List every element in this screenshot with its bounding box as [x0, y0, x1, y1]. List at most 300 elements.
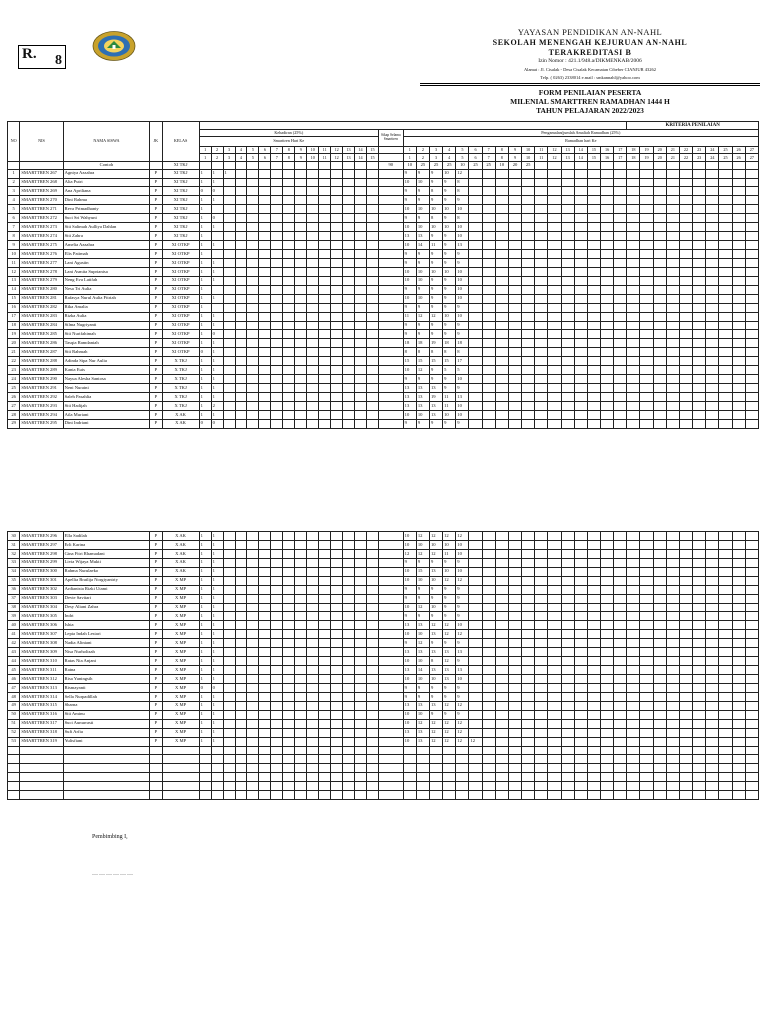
practice-cell	[614, 241, 627, 250]
attendance-cell	[271, 701, 283, 710]
practice-cell	[653, 701, 666, 710]
practice-cell	[601, 666, 614, 675]
attendance-cell	[235, 532, 247, 541]
practice-cell	[745, 549, 758, 558]
practice-cell: 9	[456, 594, 469, 603]
practice-cell	[614, 258, 627, 267]
empty-cell	[162, 755, 199, 764]
attendance-cell	[343, 169, 355, 178]
practice-cell: 9	[429, 330, 442, 339]
practice-cell: 10	[416, 710, 429, 719]
empty-cell	[20, 764, 63, 773]
practice-cell: 5	[456, 366, 469, 375]
practice-cell	[587, 285, 600, 294]
practice-cell	[508, 366, 521, 375]
attendance-cell	[307, 630, 319, 639]
practice-cell: 11	[443, 393, 456, 402]
practice-cell	[627, 648, 640, 657]
practice-cell	[482, 657, 495, 666]
student-class: XI OTKP	[162, 285, 199, 294]
student-name: Adinda Sipa Nur Aulia	[63, 357, 150, 366]
practice-cell	[601, 250, 614, 259]
practice-cell	[495, 549, 508, 558]
student-name: Silma Nugriyanti	[63, 321, 150, 330]
practice-cell: 14	[416, 666, 429, 675]
attendance-cell	[295, 657, 307, 666]
practice-cell	[522, 214, 535, 223]
day-number: 24	[706, 154, 719, 162]
attendance-cell	[331, 728, 343, 737]
empty-cell	[653, 755, 666, 764]
practice-cell	[745, 178, 758, 187]
example-attitude: 90	[378, 161, 403, 169]
practice-cell	[614, 178, 627, 187]
student-class: X MP	[162, 585, 199, 594]
practice-cell	[719, 169, 732, 178]
practice-cell	[640, 675, 653, 684]
table-row	[8, 196, 759, 205]
empty-cell	[653, 773, 666, 782]
practice-cell	[482, 612, 495, 621]
practice-cell: 9	[443, 375, 456, 384]
attendance-cell	[366, 639, 378, 648]
practice-cell	[601, 214, 614, 223]
practice-cell	[693, 576, 706, 585]
attitude-cell	[378, 594, 403, 603]
practice-cell	[574, 267, 587, 276]
practice-cell	[653, 303, 666, 312]
practice-cell	[587, 648, 600, 657]
attendance-cell	[235, 675, 247, 684]
empty-cell	[548, 782, 561, 791]
student-gender: P	[150, 532, 162, 541]
attendance-cell	[235, 692, 247, 701]
practice-cell	[679, 258, 692, 267]
attendance-cell: 1	[199, 567, 211, 576]
attendance-cell	[319, 169, 331, 178]
practice-cell: 9	[456, 419, 469, 428]
attitude-cell	[378, 214, 403, 223]
practice-cell	[719, 657, 732, 666]
attendance-cell	[259, 294, 271, 303]
attendance-cell	[295, 393, 307, 402]
col-kelas: KELAS	[162, 122, 199, 162]
practice-cell	[482, 205, 495, 214]
practice-cell: 9	[443, 683, 456, 692]
attendance-cell	[366, 737, 378, 746]
empty-cell	[378, 755, 403, 764]
table-row	[8, 683, 759, 692]
practice-cell	[469, 384, 482, 393]
practice-cell: 8	[429, 348, 442, 357]
attendance-cell	[247, 178, 259, 187]
practice-cell	[666, 187, 679, 196]
practice-cell: 10	[443, 410, 456, 419]
practice-cell: 9	[403, 214, 416, 223]
practice-cell: 10	[403, 205, 416, 214]
table-row	[8, 258, 759, 267]
practice-cell: 10	[456, 276, 469, 285]
practice-cell	[482, 410, 495, 419]
practice-cell: 9	[443, 258, 456, 267]
practice-cell	[640, 567, 653, 576]
empty-cell	[319, 755, 331, 764]
practice-cell: 10	[403, 630, 416, 639]
student-gender: P	[150, 603, 162, 612]
attitude-cell	[378, 276, 403, 285]
practice-cell	[482, 294, 495, 303]
example-value: 20	[508, 161, 521, 169]
day-number: 25	[719, 154, 732, 162]
row-number: 28	[8, 410, 20, 419]
attendance-cell	[366, 701, 378, 710]
practice-cell	[653, 348, 666, 357]
practice-cell	[548, 419, 561, 428]
attendance-cell	[235, 567, 247, 576]
practice-cell: 9	[429, 683, 442, 692]
student-gender: P	[150, 419, 162, 428]
empty-cell	[719, 755, 732, 764]
attendance-cell	[295, 621, 307, 630]
empty-cell	[247, 755, 259, 764]
attendance-cell	[283, 692, 295, 701]
practice-cell	[561, 737, 574, 746]
practice-cell	[640, 357, 653, 366]
practice-cell	[601, 223, 614, 232]
practice-cell	[719, 719, 732, 728]
attendance-cell	[319, 321, 331, 330]
student-class: X TKJ	[162, 384, 199, 393]
student-gender: P	[150, 657, 162, 666]
practice-cell: 13	[416, 232, 429, 241]
attendance-cell	[259, 357, 271, 366]
practice-cell: 10	[403, 178, 416, 187]
attendance-cell	[259, 375, 271, 384]
practice-cell	[666, 169, 679, 178]
attendance-cell: 1	[199, 205, 211, 214]
practice-cell	[627, 250, 640, 259]
day-number: 13	[561, 154, 574, 162]
practice-cell	[601, 728, 614, 737]
practice-cell	[719, 701, 732, 710]
attendance-cell	[271, 384, 283, 393]
practice-cell	[495, 657, 508, 666]
attendance-cell: 1	[211, 648, 223, 657]
day-number: 12	[331, 146, 343, 154]
student-nis: SMARTTREN 294	[20, 410, 63, 419]
practice-cell	[679, 710, 692, 719]
empty-cell	[587, 764, 600, 773]
attendance-cell	[307, 558, 319, 567]
attendance-cell	[331, 241, 343, 250]
practice-cell: 10	[456, 294, 469, 303]
practice-cell	[627, 639, 640, 648]
practice-cell	[614, 728, 627, 737]
practice-cell	[732, 612, 745, 621]
practice-cell: 12	[456, 630, 469, 639]
practice-cell	[587, 603, 600, 612]
attendance-cell	[271, 321, 283, 330]
table-row	[8, 603, 759, 612]
practice-cell	[640, 410, 653, 419]
practice-cell	[666, 657, 679, 666]
attendance-cell	[223, 710, 235, 719]
attendance-cell	[271, 675, 283, 684]
day-number: 27	[745, 146, 758, 154]
day-number: 15	[587, 146, 600, 154]
student-class: X TKJ	[162, 357, 199, 366]
practice-cell: 8	[429, 214, 442, 223]
attitude-cell	[378, 567, 403, 576]
empty-cell	[259, 791, 271, 800]
practice-cell	[679, 303, 692, 312]
practice-cell	[535, 276, 548, 285]
table-row	[8, 675, 759, 684]
practice-cell	[745, 737, 758, 746]
practice-cell: 12	[429, 532, 442, 541]
student-nis: SMARTTREN 305	[20, 612, 63, 621]
practice-cell	[482, 532, 495, 541]
attendance-cell	[319, 330, 331, 339]
student-gender: P	[150, 178, 162, 187]
attendance-cell: 1	[199, 258, 211, 267]
attendance-cell	[235, 223, 247, 232]
empty-cell	[247, 764, 259, 773]
practice-cell	[561, 639, 574, 648]
practice-cell	[679, 241, 692, 250]
attendance-cell	[295, 737, 307, 746]
practice-cell	[745, 666, 758, 675]
attendance-cell	[259, 585, 271, 594]
empty-cell	[331, 746, 343, 755]
practice-cell: 9	[403, 558, 416, 567]
attendance-cell	[259, 214, 271, 223]
attendance-cell	[307, 276, 319, 285]
practice-cell	[719, 384, 732, 393]
empty-cell	[319, 791, 331, 800]
student-gender: P	[150, 621, 162, 630]
example-attendance	[343, 161, 355, 169]
practice-cell	[574, 339, 587, 348]
practice-cell	[640, 692, 653, 701]
example-attendance	[331, 161, 343, 169]
day-number: 6	[259, 146, 271, 154]
practice-cell: 10	[429, 540, 442, 549]
practice-cell	[627, 410, 640, 419]
practice-cell	[719, 267, 732, 276]
practice-cell	[719, 532, 732, 541]
empty-cell	[706, 791, 719, 800]
practice-cell	[601, 178, 614, 187]
attendance-cell	[223, 692, 235, 701]
day-number: 10	[307, 154, 319, 162]
attendance-cell	[283, 232, 295, 241]
practice-cell	[601, 612, 614, 621]
empty-cell	[522, 791, 535, 800]
practice-cell	[548, 675, 561, 684]
attendance-cell	[271, 657, 283, 666]
empty-cell	[495, 791, 508, 800]
attendance-cell: 1	[211, 558, 223, 567]
empty-cell	[482, 746, 495, 755]
student-name: Gina Fitri Rhamadani	[63, 549, 150, 558]
attendance-cell	[235, 410, 247, 419]
practice-cell: 9	[443, 196, 456, 205]
empty-cell	[456, 755, 469, 764]
practice-cell: 9	[443, 603, 456, 612]
practice-cell	[732, 576, 745, 585]
empty-cell	[63, 782, 150, 791]
practice-cell	[653, 366, 666, 375]
day-number: 25	[719, 146, 732, 154]
empty-cell	[574, 764, 587, 773]
practice-cell	[627, 401, 640, 410]
attendance-cell: 1	[199, 576, 211, 585]
attendance-cell	[235, 558, 247, 567]
practice-cell	[706, 303, 719, 312]
attitude-cell	[378, 603, 403, 612]
attendance-cell: 1	[199, 294, 211, 303]
attendance-cell	[343, 330, 355, 339]
example-value	[587, 161, 600, 169]
attendance-cell	[319, 692, 331, 701]
attendance-cell	[331, 303, 343, 312]
practice-cell	[587, 657, 600, 666]
practice-cell: 9	[456, 657, 469, 666]
practice-cell	[522, 250, 535, 259]
practice-cell	[732, 567, 745, 576]
attendance-cell: 1	[211, 223, 223, 232]
practice-cell: 13	[456, 648, 469, 657]
attendance-cell: 1	[211, 576, 223, 585]
practice-cell	[508, 666, 521, 675]
attendance-cell	[331, 232, 343, 241]
student-nis: SMARTTREN 317	[20, 719, 63, 728]
practice-cell	[653, 532, 666, 541]
attendance-cell: 1	[199, 558, 211, 567]
attendance-cell: 1	[199, 737, 211, 746]
table-row	[8, 701, 759, 710]
practice-cell	[495, 357, 508, 366]
practice-cell	[601, 169, 614, 178]
student-class: X TKJ	[162, 375, 199, 384]
practice-cell	[706, 196, 719, 205]
practice-cell: 9	[443, 330, 456, 339]
student-nis: SMARTTREN 300	[20, 567, 63, 576]
practice-cell	[548, 285, 561, 294]
practice-cell	[561, 294, 574, 303]
practice-cell	[601, 205, 614, 214]
practice-cell: 12	[429, 621, 442, 630]
attendance-cell	[331, 683, 343, 692]
student-gender: P	[150, 232, 162, 241]
attendance-cell	[366, 330, 378, 339]
practice-cell	[508, 648, 521, 657]
attendance-cell	[247, 549, 259, 558]
practice-cell	[732, 258, 745, 267]
attendance-cell	[331, 675, 343, 684]
empty-cell	[587, 755, 600, 764]
practice-cell	[693, 719, 706, 728]
attendance-cell: 1	[211, 737, 223, 746]
practice-cell: 10	[443, 567, 456, 576]
attendance-cell	[223, 657, 235, 666]
attendance-cell	[223, 585, 235, 594]
practice-cell	[574, 612, 587, 621]
attendance-cell	[355, 339, 367, 348]
practice-cell	[535, 169, 548, 178]
practice-cell	[495, 196, 508, 205]
attendance-cell	[259, 728, 271, 737]
practice-cell	[719, 737, 732, 746]
attendance-cell	[343, 621, 355, 630]
practice-cell	[693, 648, 706, 657]
attendance-cell	[366, 250, 378, 259]
student-class: XI OTKP	[162, 339, 199, 348]
practice-cell: 13	[403, 384, 416, 393]
attendance-cell	[343, 205, 355, 214]
attendance-cell	[235, 276, 247, 285]
attendance-cell	[355, 594, 367, 603]
day-number: 15	[366, 154, 378, 162]
student-gender: P	[150, 567, 162, 576]
practice-cell	[614, 250, 627, 259]
day-number: 6	[469, 154, 482, 162]
empty-cell	[719, 764, 732, 773]
practice-cell	[732, 294, 745, 303]
attendance-cell	[319, 549, 331, 558]
student-class: XI OTKP	[162, 267, 199, 276]
practice-cell	[666, 692, 679, 701]
attendance-cell	[366, 384, 378, 393]
empty-cell	[614, 791, 627, 800]
practice-cell	[745, 294, 758, 303]
attitude-cell	[378, 169, 403, 178]
attendance-cell	[366, 558, 378, 567]
practice-cell	[653, 585, 666, 594]
attendance-cell	[223, 532, 235, 541]
attendance-cell: 1	[211, 178, 223, 187]
attendance-cell	[247, 630, 259, 639]
practice-cell: 10	[443, 540, 456, 549]
empty-cell	[640, 782, 653, 791]
attendance-cell	[235, 384, 247, 393]
empty-row	[8, 782, 759, 791]
practice-cell	[574, 232, 587, 241]
student-name: Nesa Tri Aulia	[63, 285, 150, 294]
attendance-cell: 0	[199, 419, 211, 428]
attendance-cell	[331, 648, 343, 657]
attendance-cell	[259, 683, 271, 692]
practice-cell	[745, 419, 758, 428]
attendance-cell	[307, 719, 319, 728]
practice-cell: 9	[443, 585, 456, 594]
attendance-cell	[223, 558, 235, 567]
practice-cell	[574, 666, 587, 675]
empty-cell	[295, 782, 307, 791]
practice-cell	[732, 241, 745, 250]
practice-cell: 13	[416, 393, 429, 402]
practice-cell	[548, 657, 561, 666]
practice-cell: 10	[403, 276, 416, 285]
practice-cell: 9	[416, 419, 429, 428]
attendance-cell	[366, 594, 378, 603]
attendance-cell: 1	[199, 393, 211, 402]
empty-cell	[63, 755, 150, 764]
attendance-cell: 1	[211, 549, 223, 558]
attendance-cell	[223, 276, 235, 285]
practice-cell: 9	[456, 639, 469, 648]
